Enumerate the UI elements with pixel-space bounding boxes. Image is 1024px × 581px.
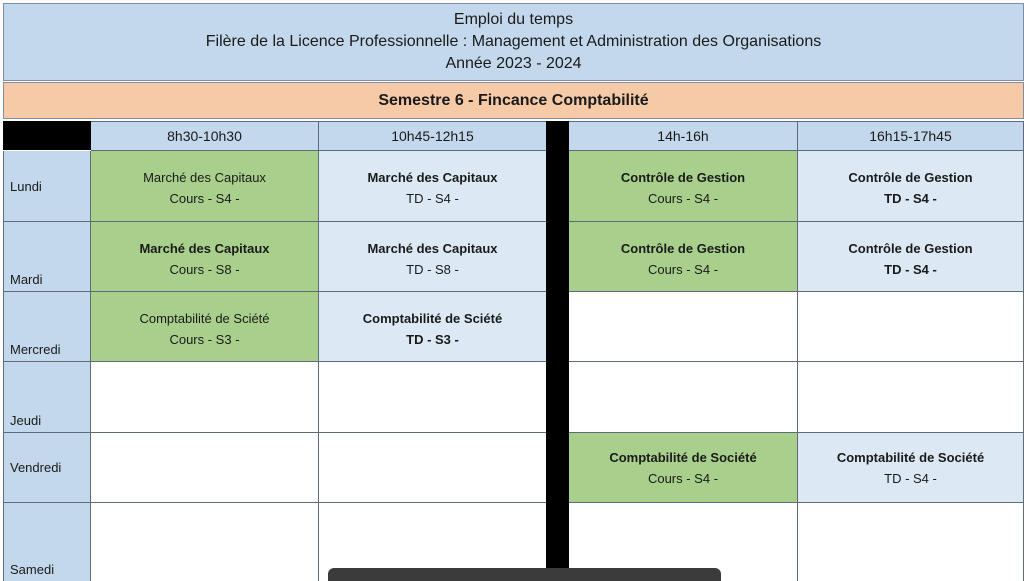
course-name: Contrôle de Gestion (620, 241, 746, 256)
course-detail: TD - S8 - (406, 262, 459, 277)
schedule-cell[interactable] (569, 151, 798, 222)
schedule-cell[interactable] (319, 222, 547, 292)
schedule-cell[interactable] (319, 151, 547, 222)
empty-cell[interactable] (91, 362, 319, 433)
corner-cell (3, 121, 91, 150)
semester-banner: Semestre 6 - Fincance Comptabilité (3, 82, 1024, 119)
time-slot-header: 10h45-12h15 (319, 121, 547, 151)
program-name: Filère de la Licence Professionnelle : Management et Administration des Organisations (205, 33, 822, 50)
course-name: Contrôle de Gestion (620, 170, 746, 185)
time-slot-header: 8h30-10h30 (91, 121, 319, 151)
course-detail: TD - S4 - (884, 191, 937, 206)
course-detail: Cours - S4 - (647, 470, 719, 486)
course-detail: TD - S3 - (406, 332, 459, 347)
course-detail: TD - S4 - (884, 262, 937, 277)
empty-cell[interactable] (798, 292, 1024, 362)
lunch-break-divider (546, 121, 569, 581)
time-slot-header: 14h-16h (569, 121, 798, 151)
course-name: Marché des Capitaux (367, 170, 498, 185)
day-label-vendredi: Vendredi (3, 433, 91, 503)
course-detail: Cours - S4 - (647, 191, 719, 206)
course-name: Contrôle de Gestion (848, 241, 973, 256)
empty-cell[interactable] (569, 292, 798, 362)
course-name: Comptabilité de Société (836, 449, 985, 465)
course-name: Marché des Capitaux (139, 241, 270, 256)
course-name: Marché des Capitaux (367, 241, 498, 256)
course-name: Contrôle de Gestion (848, 170, 973, 185)
viewer-toolbar[interactable] (328, 568, 721, 581)
course-name: Marché des Capitaux (143, 170, 266, 185)
schedule-cell[interactable] (569, 433, 798, 503)
academic-year: Année 2023 - 2024 (445, 55, 582, 72)
day-label-mardi: Mardi (3, 222, 91, 292)
empty-cell[interactable] (798, 362, 1024, 433)
schedule-cell[interactable] (798, 433, 1024, 503)
course-detail: Cours - S4 - (647, 262, 719, 277)
schedule-cell[interactable] (798, 222, 1024, 292)
timetable-header (3, 3, 1024, 81)
course-name: Comptabilité de Sciété (362, 311, 503, 326)
course-name: Comptabilité de Sciété (139, 311, 270, 326)
empty-cell[interactable] (319, 433, 547, 503)
empty-cell[interactable] (569, 362, 798, 433)
course-detail: TD - S4 - (406, 191, 459, 206)
day-label-jeudi: Jeudi (3, 362, 91, 433)
day-label-lundi: Lundi (3, 151, 91, 222)
empty-cell[interactable] (91, 503, 319, 581)
course-detail: Cours - S4 - (169, 191, 240, 206)
empty-cell[interactable] (798, 503, 1024, 581)
day-label-samedi: Samedi (3, 503, 91, 581)
schedule-cell[interactable] (91, 222, 319, 292)
schedule-cell[interactable] (319, 292, 547, 362)
schedule-cell[interactable] (569, 222, 798, 292)
empty-cell[interactable] (91, 433, 319, 503)
day-label-mercredi: Mercredi (3, 292, 91, 362)
schedule-cell[interactable] (798, 151, 1024, 222)
course-detail: Cours - S3 - (169, 332, 240, 347)
timetable-title: Emploi du temps (453, 11, 574, 28)
course-detail: Cours - S8 - (169, 262, 240, 277)
course-name: Comptabilité de Société (609, 449, 757, 465)
course-detail: TD - S4 - (884, 470, 937, 486)
schedule-cell[interactable] (91, 151, 319, 222)
time-slot-header: 16h15-17h45 (798, 121, 1024, 151)
empty-cell[interactable] (319, 362, 547, 433)
schedule-cell[interactable] (91, 292, 319, 362)
